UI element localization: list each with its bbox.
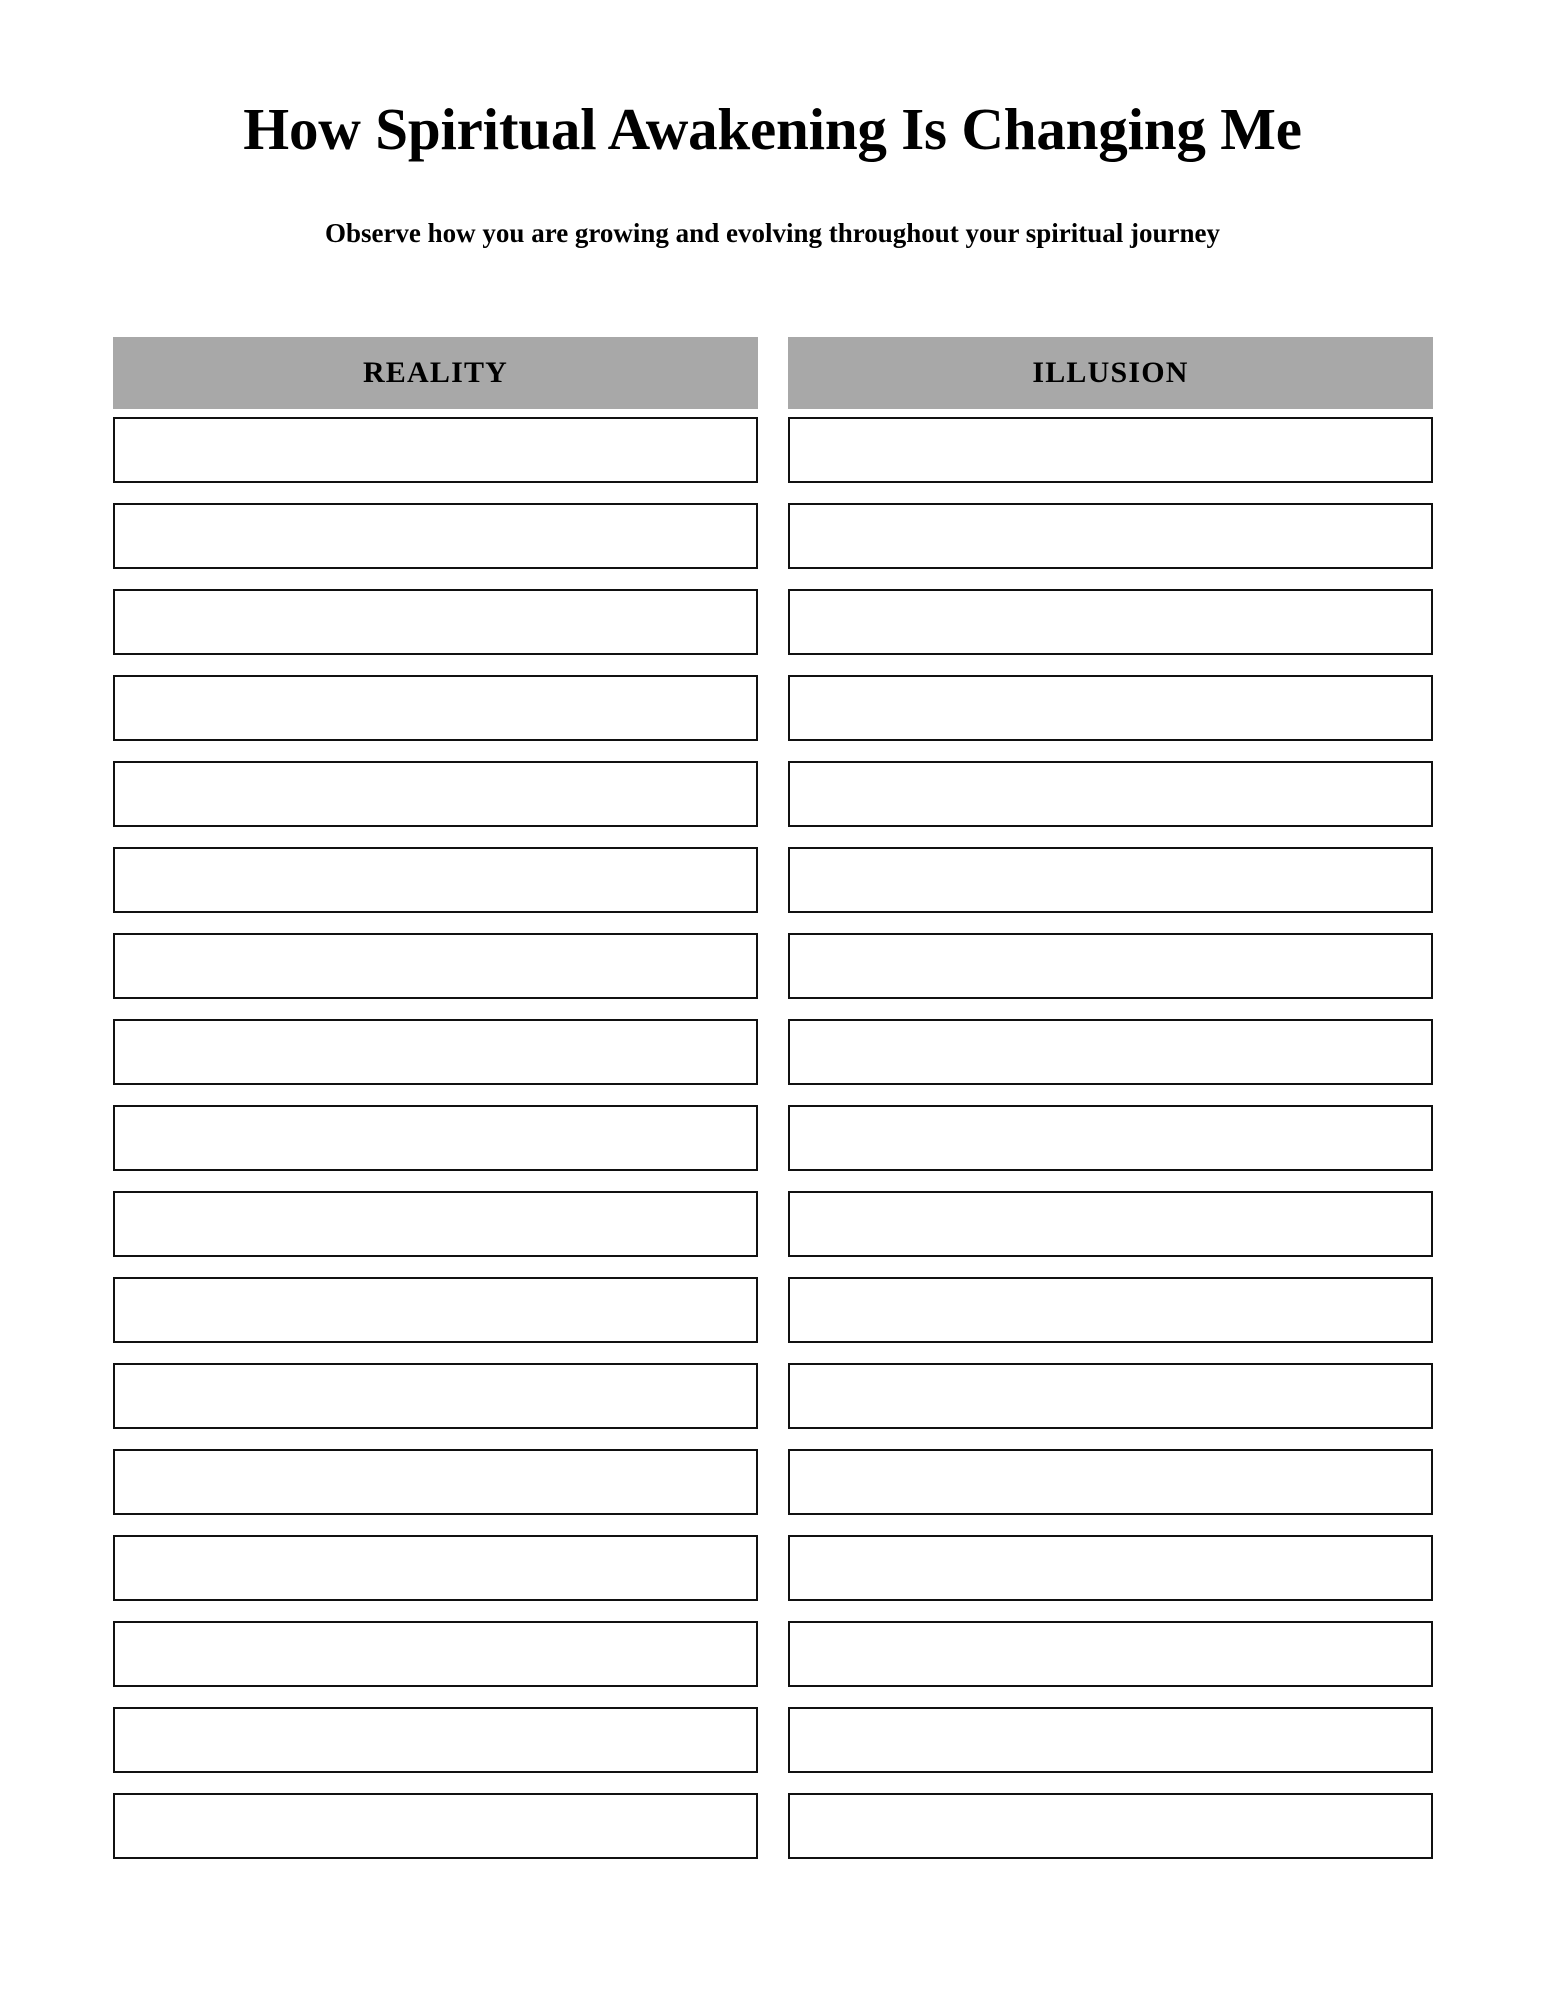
entry-box[interactable]: [788, 1449, 1433, 1515]
column-header-label-reality: REALITY: [362, 356, 509, 389]
entry-box[interactable]: [113, 417, 758, 483]
column-reality: [113, 337, 758, 1897]
entry-box[interactable]: [788, 1793, 1433, 1859]
entry-box[interactable]: [113, 503, 758, 569]
entry-box[interactable]: [113, 933, 758, 999]
entry-box[interactable]: [788, 417, 1433, 483]
entry-box[interactable]: [788, 1105, 1433, 1171]
entry-box[interactable]: [113, 847, 758, 913]
entry-box[interactable]: [113, 1191, 758, 1257]
entry-box[interactable]: [113, 1535, 758, 1601]
entry-box[interactable]: [113, 761, 758, 827]
entry-box[interactable]: [788, 1191, 1433, 1257]
entry-box[interactable]: [788, 1277, 1433, 1343]
entry-box[interactable]: [788, 675, 1433, 741]
entry-box[interactable]: [788, 1019, 1433, 1085]
entry-box[interactable]: [113, 1363, 758, 1429]
entry-box[interactable]: [788, 761, 1433, 827]
entry-list-illusion: [788, 417, 1433, 1859]
entry-box[interactable]: [788, 1621, 1433, 1687]
column-header-reality: [113, 337, 758, 409]
page-subtitle: Observe how you are growing and evolving throughout your spiritual journey: [324, 218, 1221, 248]
column-illusion: [788, 337, 1433, 1897]
entry-box[interactable]: [113, 1449, 758, 1515]
column-header-illusion: [788, 337, 1433, 409]
entry-box[interactable]: [788, 847, 1433, 913]
worksheet-columns: [113, 337, 1433, 1897]
entry-box[interactable]: [788, 503, 1433, 569]
column-header-label-illusion: ILLUSION: [1032, 356, 1189, 389]
entry-box[interactable]: [113, 675, 758, 741]
entry-box[interactable]: [113, 1621, 758, 1687]
entry-box[interactable]: [113, 1707, 758, 1773]
entry-box[interactable]: [113, 1277, 758, 1343]
entry-box[interactable]: [788, 933, 1433, 999]
entry-box[interactable]: [788, 1707, 1433, 1773]
entry-box[interactable]: [113, 1793, 758, 1859]
entry-box[interactable]: [113, 589, 758, 655]
entry-box[interactable]: [113, 1105, 758, 1171]
entry-box[interactable]: [788, 1363, 1433, 1429]
entry-box[interactable]: [113, 1019, 758, 1085]
entry-box[interactable]: [788, 1535, 1433, 1601]
page-title: How Spiritual Awakening Is Changing Me: [243, 96, 1302, 162]
entry-list-reality: [113, 417, 758, 1859]
entry-box[interactable]: [788, 589, 1433, 655]
